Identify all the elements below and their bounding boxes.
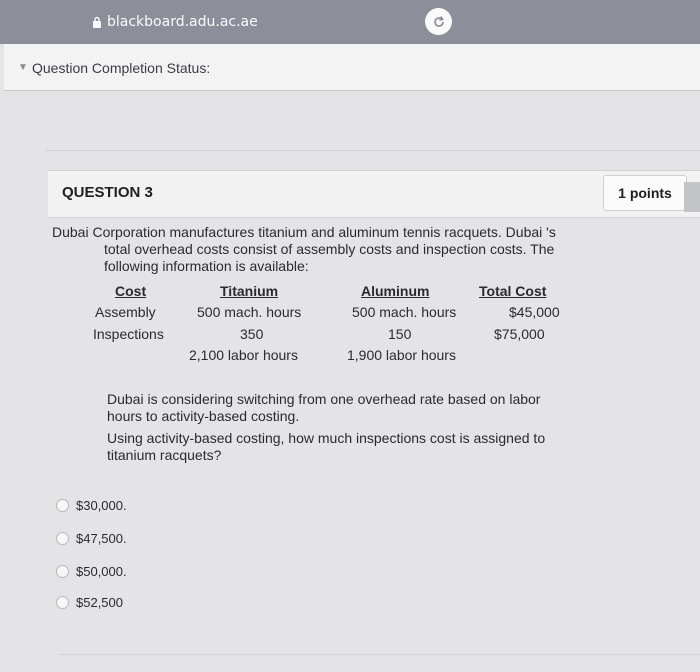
table-cell: 150 (388, 326, 412, 342)
answer-option[interactable] (56, 593, 123, 611)
table-cell: Assembly (95, 304, 156, 320)
points-badge: 1 points (603, 175, 687, 211)
question-body-line: hours to activity-based costing. (107, 408, 300, 424)
expand-arrow-icon[interactable]: ▼ (18, 62, 28, 73)
address-bar[interactable] (92, 11, 464, 33)
browser-toolbar (0, 0, 700, 44)
option-label[interactable]: $47,500. (76, 530, 127, 546)
option-label[interactable]: $50,000. (76, 563, 127, 579)
question-prompt-line: Dubai Corporation manufactures titanium and aluminum tennis racquets. Dubai 's (52, 224, 556, 240)
table-cell: Inspections (93, 326, 164, 342)
question-title: QUESTION 3 (62, 184, 153, 201)
table-cell: 500 mach. hours (197, 304, 302, 320)
table-header-aluminum: Aluminum (361, 283, 430, 299)
answer-option[interactable] (56, 529, 127, 547)
table-header-cost: Cost (115, 283, 147, 299)
radio-button[interactable] (56, 565, 69, 578)
url-text: blackboard.adu.ac.ae (107, 14, 258, 30)
answer-option[interactable] (56, 496, 127, 514)
question-prompt-line: total overhead costs consist of assembly costs and inspection costs. The (104, 241, 555, 257)
divider (46, 150, 700, 151)
divider (58, 654, 700, 655)
option-label[interactable]: $30,000. (76, 497, 127, 513)
table-header-total-cost: Total Cost (479, 283, 547, 299)
reload-icon (432, 15, 446, 29)
table-cell: 500 mach. hours (352, 304, 457, 320)
table-cell: $45,000 (509, 304, 560, 320)
table-cell: 2,100 labor hours (189, 347, 298, 363)
table-header-titanium: Titanium (220, 283, 279, 299)
status-label: Question Completion Status: (32, 60, 211, 76)
answer-option[interactable] (56, 562, 127, 580)
table-cell: 1,900 labor hours (347, 347, 456, 363)
table-cell: 350 (240, 326, 264, 342)
lock-icon (92, 16, 102, 28)
question-body-line: Dubai is considering switching from one overhead rate based on labor (107, 391, 541, 407)
radio-button[interactable] (56, 499, 69, 512)
scroll-edge (684, 182, 700, 212)
table-cell: $75,000 (494, 326, 545, 342)
question-body-line: titanium racquets? (107, 447, 222, 463)
question-body-line: Using activity-based costing, how much inspections cost is assigned to (107, 430, 546, 446)
radio-button[interactable] (56, 596, 69, 609)
reload-button[interactable] (425, 8, 452, 35)
option-label[interactable]: $52,500 (76, 594, 123, 610)
question-completion-status[interactable] (4, 44, 700, 91)
radio-button[interactable] (56, 532, 69, 545)
question-header (48, 170, 700, 218)
question-prompt-line: following information is available: (104, 258, 309, 274)
